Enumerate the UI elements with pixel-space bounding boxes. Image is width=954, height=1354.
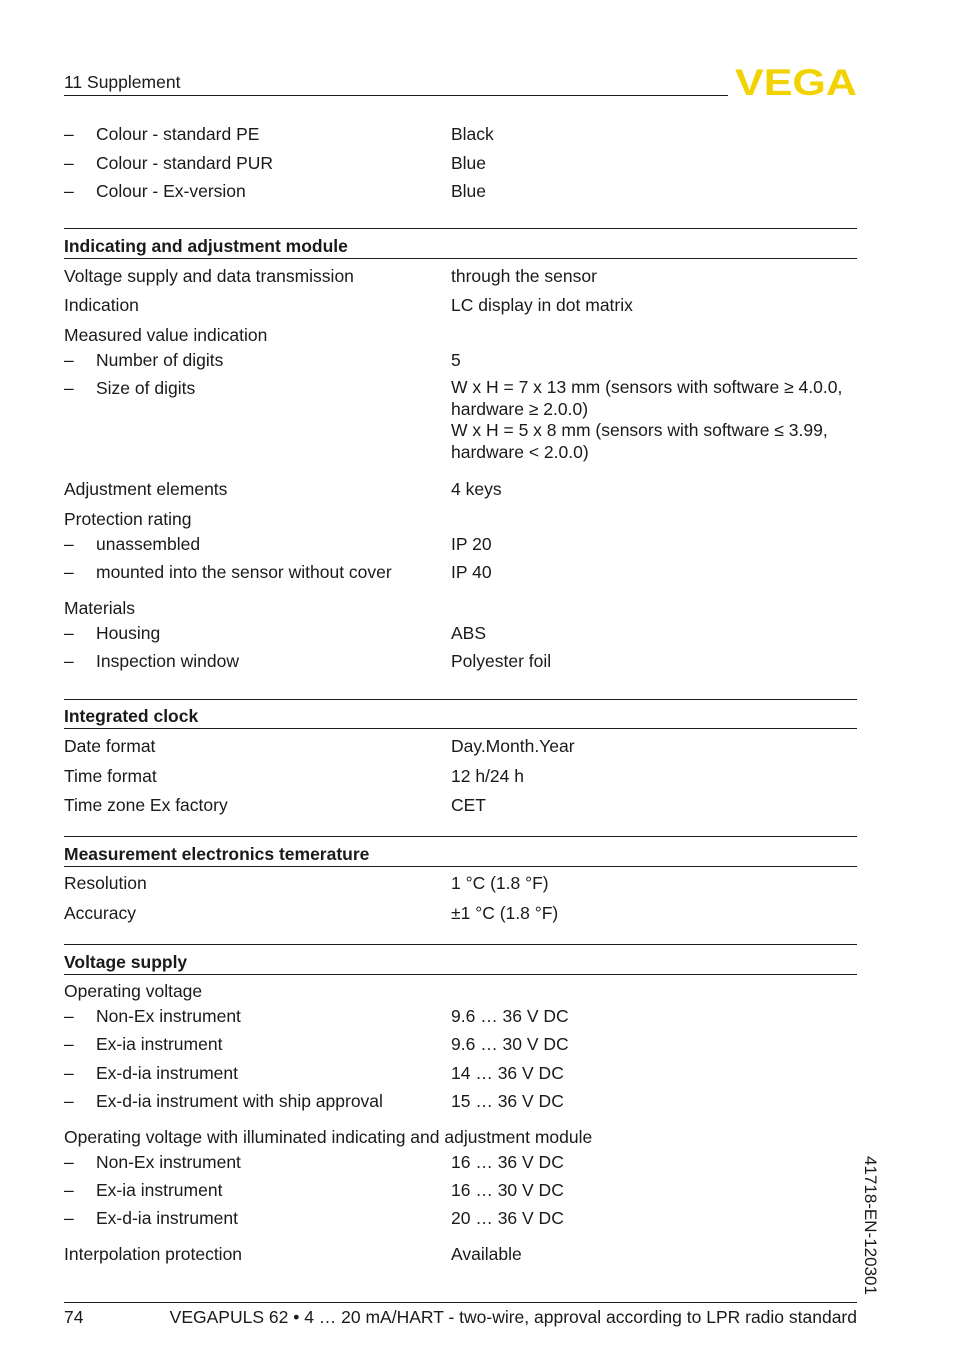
bullet-dash: – bbox=[64, 378, 74, 398]
section-rule bbox=[64, 699, 857, 700]
footer-title: VEGAPULS 62 • 4 … 20 mA/HART - two-wire, approval according to LPR radio standard bbox=[169, 1307, 857, 1327]
voltage-row-value: 15 … 36 V DC bbox=[451, 1091, 564, 1111]
accuracy-label: Accuracy bbox=[64, 903, 136, 923]
bullet-dash: – bbox=[64, 1180, 74, 1200]
bullet-dash: – bbox=[64, 1091, 74, 1111]
illuminated-row-label: Ex-d-ia instrument bbox=[96, 1208, 238, 1228]
operating-voltage-label: Operating voltage bbox=[64, 981, 203, 1001]
colour-pe-label: Colour - standard PE bbox=[96, 124, 260, 144]
bullet-dash: – bbox=[64, 1063, 74, 1083]
colour-pur-label: Colour - standard PUR bbox=[96, 153, 274, 173]
unassembled-value: IP 20 bbox=[451, 534, 492, 554]
date-format-label: Date format bbox=[64, 736, 156, 756]
adjustment-elements-label: Adjustment elements bbox=[64, 479, 228, 499]
bullet-dash: – bbox=[64, 153, 74, 173]
colour-ex-label: Colour - Ex-version bbox=[96, 181, 246, 201]
bullet-dash: – bbox=[64, 651, 74, 671]
voltage-transmission-label: Voltage supply and data transmission bbox=[64, 266, 354, 286]
materials-label: Materials bbox=[64, 598, 135, 618]
date-format-value: Day.Month.Year bbox=[451, 736, 575, 756]
indication-value: LC display in dot matrix bbox=[451, 295, 633, 315]
illuminated-row-label: Ex-ia instrument bbox=[96, 1180, 223, 1200]
section-heading: 11 Supplement bbox=[64, 72, 181, 92]
header-rule bbox=[64, 95, 728, 96]
temperature-title: Measurement electronics temerature bbox=[64, 844, 370, 864]
section-rule bbox=[64, 866, 857, 867]
size-digits-value-new: W x H = 7 x 13 mm (sensors with software ≥ 4.0.0, hardware ≥ 2.0.0) bbox=[451, 377, 843, 419]
inspection-window-value: Polyester foil bbox=[451, 651, 552, 671]
svg-text:VEGA: VEGA bbox=[735, 66, 857, 98]
bullet-dash: – bbox=[64, 124, 74, 144]
colour-pe-value: Black bbox=[451, 124, 494, 144]
measured-value-label: Measured value indication bbox=[64, 325, 268, 345]
resolution-label: Resolution bbox=[64, 873, 147, 893]
illuminated-voltage-label: Operating voltage with illuminated indicating and adjustment module bbox=[64, 1127, 593, 1147]
voltage-row-label: Ex-ia instrument bbox=[96, 1034, 223, 1054]
bullet-dash: – bbox=[64, 1034, 74, 1054]
illuminated-row-value: 16 … 36 V DC bbox=[451, 1152, 564, 1172]
clock-title: Integrated clock bbox=[64, 706, 199, 726]
indication-label: Indication bbox=[64, 295, 139, 315]
illuminated-row-value: 20 … 36 V DC bbox=[451, 1208, 564, 1228]
page-number: 74 bbox=[64, 1307, 84, 1327]
accuracy-value: ±1 °C (1.8 °F) bbox=[451, 903, 559, 923]
inspection-window-label: Inspection window bbox=[96, 651, 239, 671]
voltage-title: Voltage supply bbox=[64, 952, 188, 972]
voltage-row-value: 14 … 36 V DC bbox=[451, 1063, 564, 1083]
section-rule bbox=[64, 228, 857, 229]
time-format-label: Time format bbox=[64, 766, 157, 786]
digits-value: 5 bbox=[451, 350, 461, 370]
protection-rating-label: Protection rating bbox=[64, 509, 192, 529]
voltage-row-label: Non-Ex instrument bbox=[96, 1006, 241, 1026]
voltage-row-label: Ex-d-ia instrument bbox=[96, 1063, 238, 1083]
adjustment-elements-value: 4 keys bbox=[451, 479, 502, 499]
illuminated-row-value: 16 … 30 V DC bbox=[451, 1180, 564, 1200]
indicating-title: Indicating and adjustment module bbox=[64, 236, 348, 256]
document-code: 41718-EN-120301 bbox=[861, 1156, 880, 1295]
size-digits-label: Size of digits bbox=[96, 378, 196, 398]
time-zone-value: CET bbox=[451, 795, 486, 815]
bullet-dash: – bbox=[64, 623, 74, 643]
time-zone-label: Time zone Ex factory bbox=[64, 795, 228, 815]
illuminated-row-label: Non-Ex instrument bbox=[96, 1152, 241, 1172]
colour-pur-value: Blue bbox=[451, 153, 487, 173]
interpolation-value: Available bbox=[451, 1244, 522, 1264]
voltage-row-value: 9.6 … 36 V DC bbox=[451, 1006, 569, 1026]
voltage-row-label: Ex-d-ia instrument with ship approval bbox=[96, 1091, 383, 1111]
section-rule bbox=[64, 944, 857, 945]
mounted-value: IP 40 bbox=[451, 562, 492, 582]
bullet-dash: – bbox=[64, 1006, 74, 1026]
section-rule bbox=[64, 974, 857, 975]
section-rule bbox=[64, 836, 857, 837]
colour-ex-value: Blue bbox=[451, 181, 487, 201]
vega-logo bbox=[735, 66, 857, 98]
bullet-dash: – bbox=[64, 1152, 74, 1172]
bullet-dash: – bbox=[64, 350, 74, 370]
housing-label: Housing bbox=[96, 623, 161, 643]
bullet-dash: – bbox=[64, 181, 74, 201]
voltage-row-value: 9.6 … 30 V DC bbox=[451, 1034, 569, 1054]
bullet-dash: – bbox=[64, 534, 74, 554]
section-rule bbox=[64, 258, 857, 259]
resolution-value: 1 °C (1.8 °F) bbox=[451, 873, 549, 893]
digits-label: Number of digits bbox=[96, 350, 224, 370]
time-format-value: 12 h/24 h bbox=[451, 766, 524, 786]
bullet-dash: – bbox=[64, 1208, 74, 1228]
housing-value: ABS bbox=[451, 623, 487, 643]
section-rule bbox=[64, 728, 857, 729]
size-digits-value-old: W x H = 5 x 8 mm (sensors with software ≤ 3.99, hardware < 2.0.0) bbox=[451, 420, 828, 462]
bullet-dash: – bbox=[64, 562, 74, 582]
mounted-label: mounted into the sensor without cover bbox=[96, 562, 392, 582]
footer-rule bbox=[64, 1302, 857, 1303]
interpolation-label: Interpolation protection bbox=[64, 1244, 243, 1264]
unassembled-label: unassembled bbox=[96, 534, 201, 554]
voltage-transmission-value: through the sensor bbox=[451, 266, 597, 286]
